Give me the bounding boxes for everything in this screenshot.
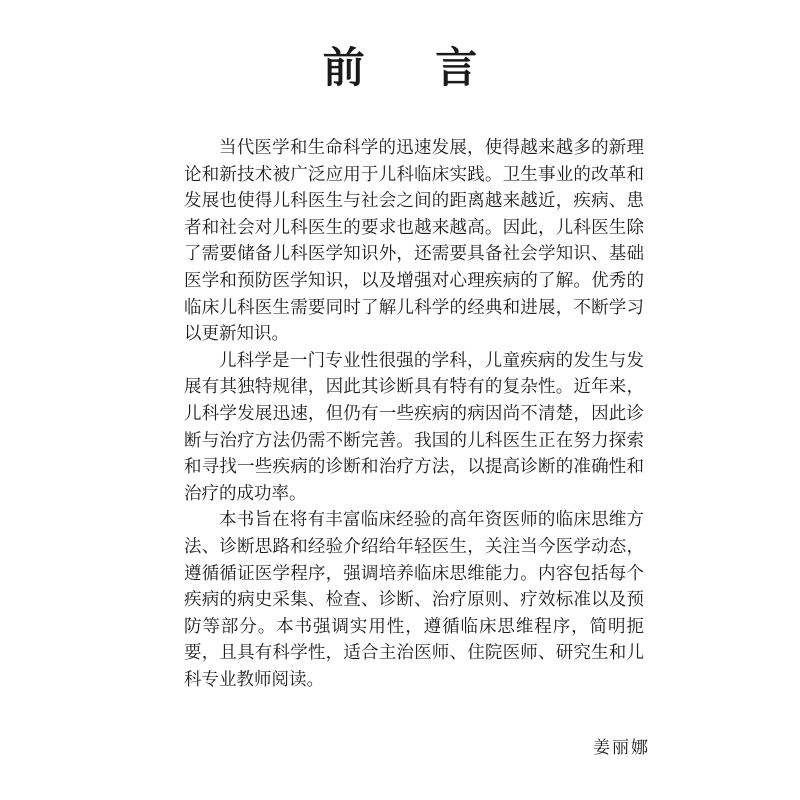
page-title: 前 言 <box>322 43 506 92</box>
preface-body <box>184 135 644 693</box>
paragraph-3: 本书旨在将有丰富临床经验的高年资医师的临床思维方法、诊断思路和经验介绍给年轻医生，关注当今医学动态，遵循循证医学程序，强调培养临床思维能力。内容包括每个疾病的病史采集、检查、诊断、治疗原则、疗效标准以及预防等部分。本书强调实用性，遵循临床思维程序，简明扼要，且具有科学性，适合主治医师、住院医师、研究生和儿科专业教师阅读。 <box>184 510 644 690</box>
author-signature: 姜丽娜 <box>593 738 650 758</box>
paragraph-2: 儿科学是一门专业性很强的学科，儿童疾病的发生与发展有其独特规律，因此其诊断具有特有的复杂性。近年来，儿科学发展迅速，但仍有一些疾病的病因尚不清楚，因此诊断与治疗方法仍需不断完善。我国的儿科医生正在努力探索和寻找一些疾病的诊断和治疗方法，以提高诊断的准确性和治疗的成功率。 <box>184 350 644 504</box>
paragraph-1: 当代医学和生命科学的迅速发展，使得越来越多的新理论和新技术被广泛应用于儿科临床实践。卫生事业的改革和发展也使得儿科医生与社会之间的距离越来越近，疾病、患者和社会对儿科医生的要求也越来越高。因此，儿科医生除了需要储备儿科医学知识外，还需要具备社会学知识、基础医学和预防医学知识，以及增强对心理疾病的了解。优秀的临床儿科医生需要同时了解儿科学的经典和进展，不断学习以更新知识。 <box>184 138 644 345</box>
